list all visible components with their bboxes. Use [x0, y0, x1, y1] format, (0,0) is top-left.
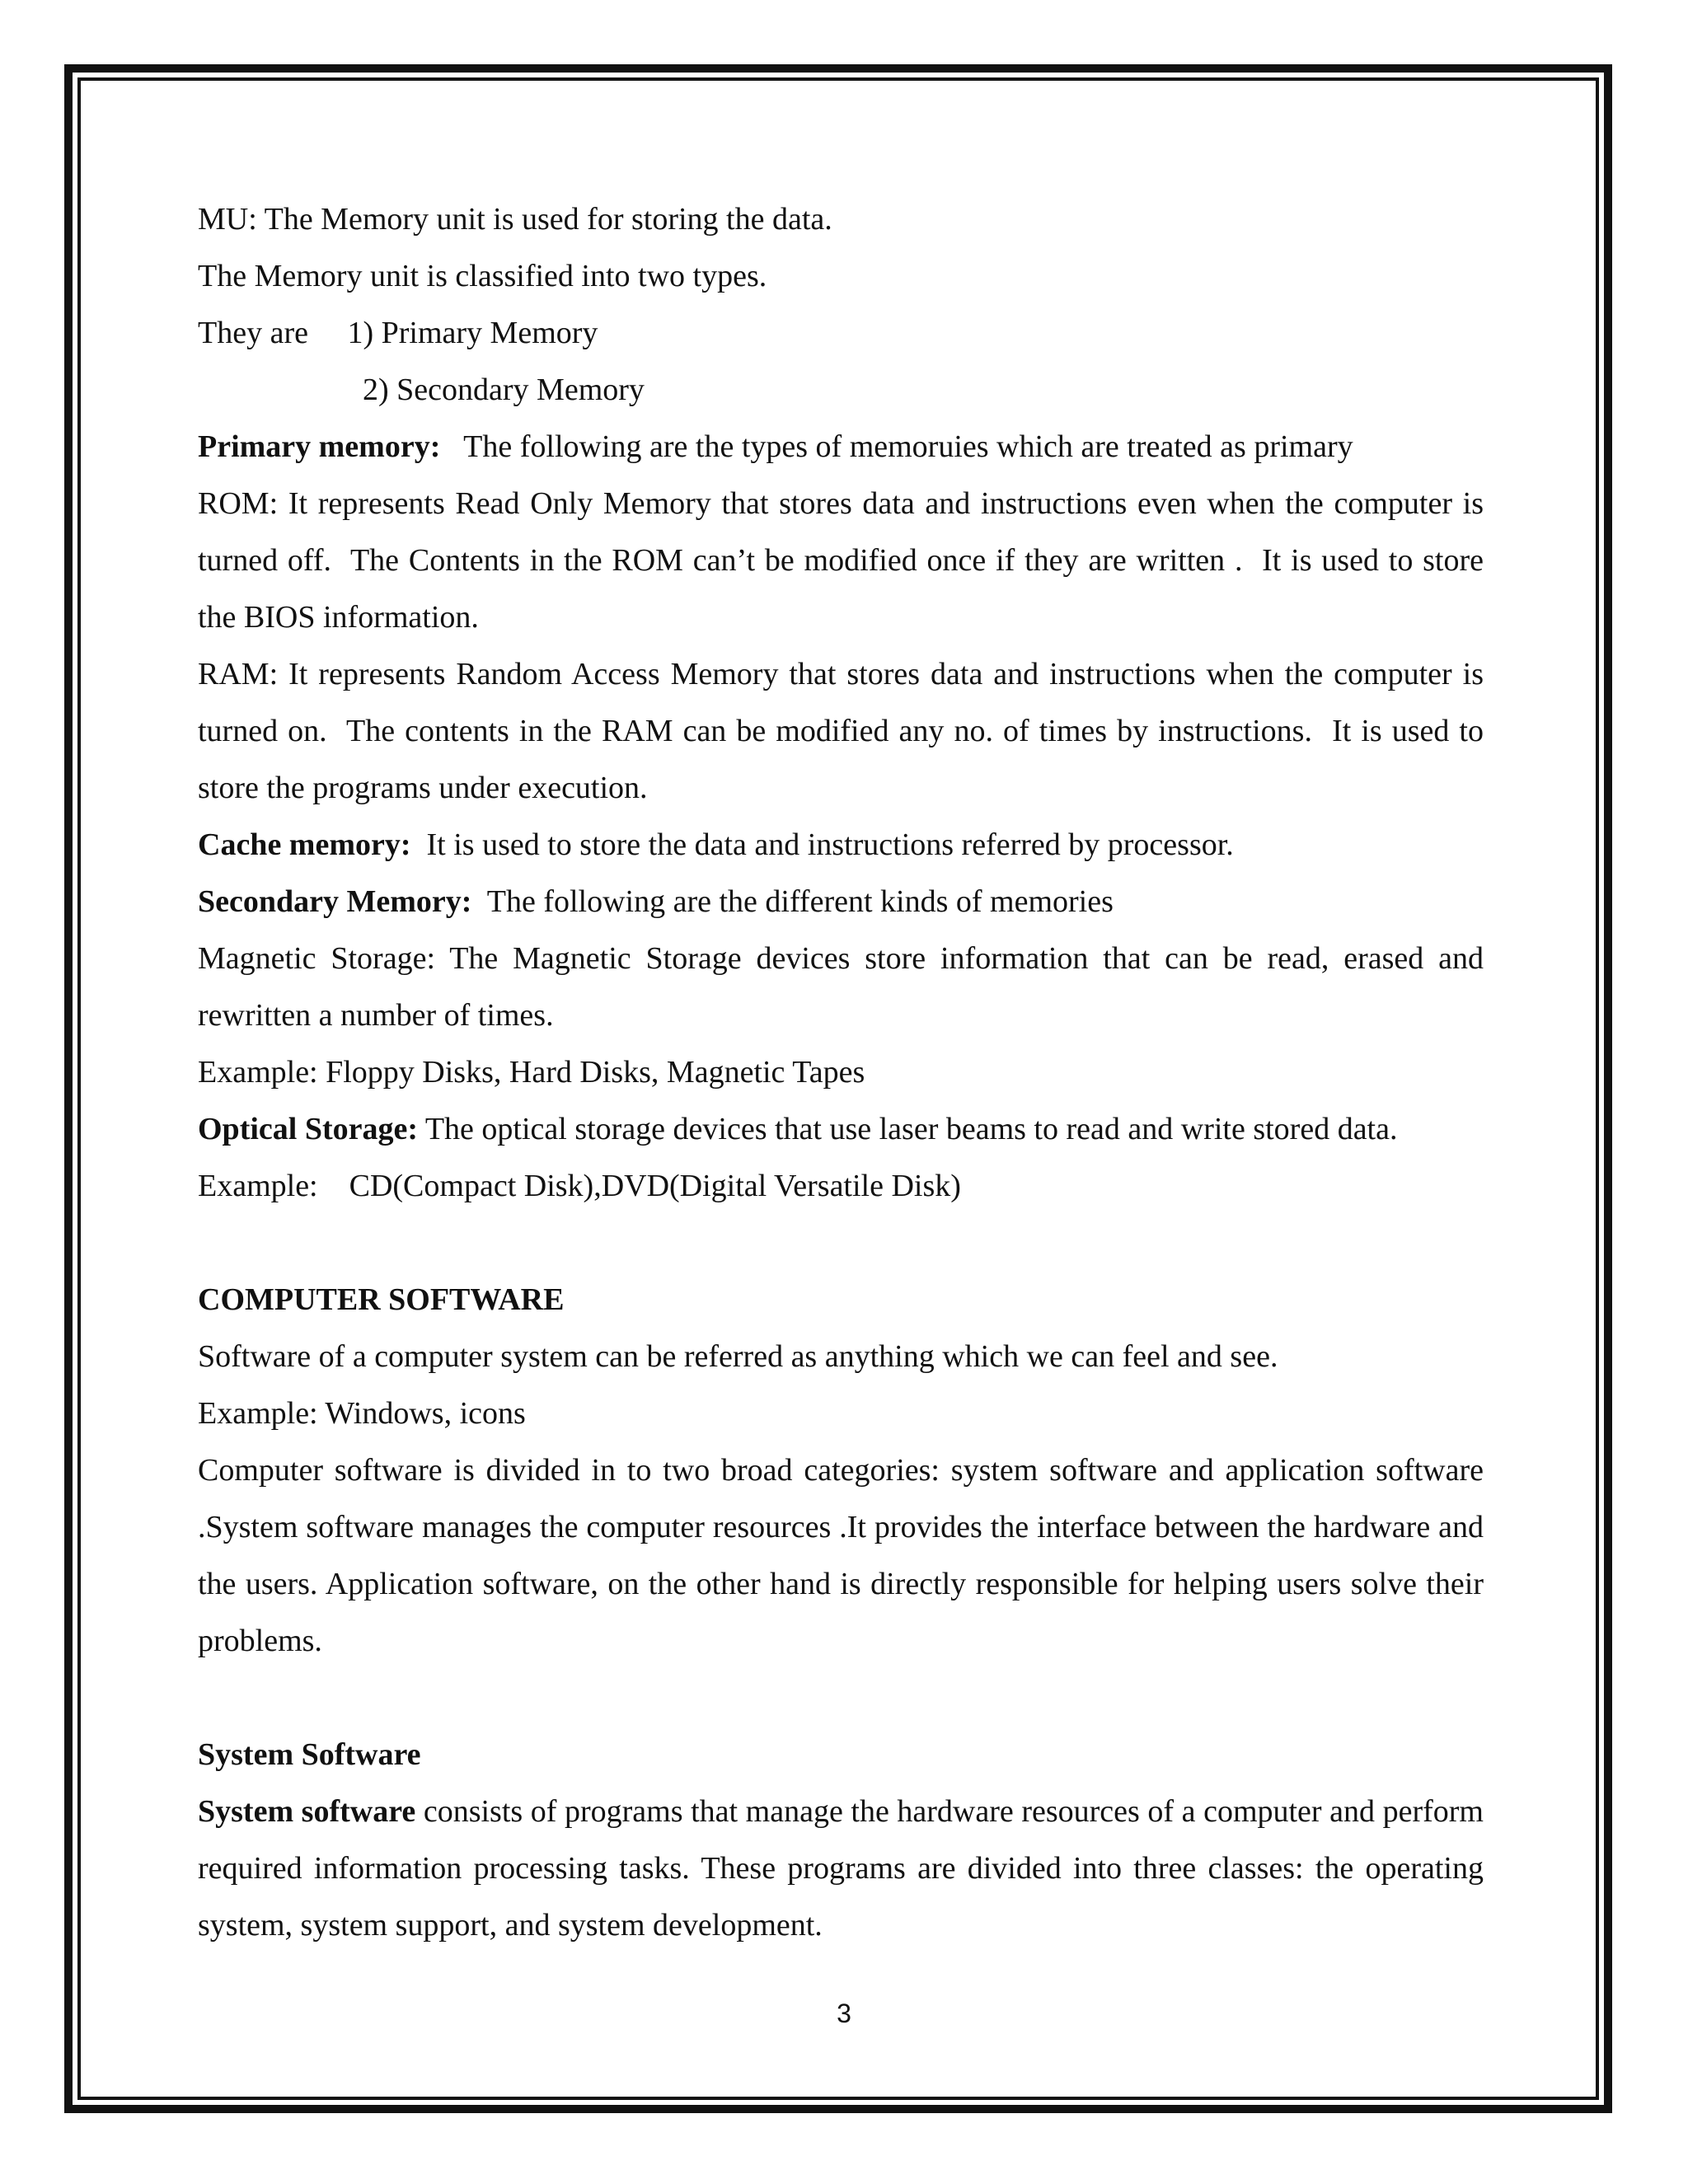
- optical-storage-paragraph: [198, 1101, 1484, 1158]
- system-software-heading: System Software: [198, 1737, 421, 1772]
- mu-types-item-2: 2) Secondary Memory: [363, 373, 645, 407]
- mu-definition: MU: The Memory unit is used for storing the data.: [198, 202, 832, 237]
- section-spacer: [198, 1670, 1484, 1727]
- computer-software-heading: COMPUTER SOFTWARE: [198, 1282, 565, 1317]
- system-software-label: System software: [198, 1794, 416, 1829]
- mu-types-item-1: They are 1) Primary Memory: [198, 316, 598, 350]
- magnetic-storage-example: Example: Floppy Disks, Hard Disks, Magnetic Tapes: [198, 1055, 865, 1090]
- software-categories-paragraph: Computer software is divided in to two broad categories: system software and application software .System software manages the computer resources .It provides the interface between the hardware and the users. Application software, on the other hand is directly responsible for helping users solve their problems.: [198, 1453, 1492, 1658]
- system-software-paragraph: [198, 1783, 1492, 1954]
- rom-paragraph: ROM: It represents Read Only Memory that stores data and instructions even when the computer is turned off. The Contents in the ROM can’t be modified once if they are written . It is used to store the BIOS information.: [198, 486, 1492, 635]
- section-spacer: [198, 1215, 1484, 1272]
- optical-storage-label: Optical Storage:: [198, 1112, 419, 1146]
- cache-memory-text: It is used to store the data and instructions referred by processor.: [410, 827, 1234, 862]
- optical-storage-text: The optical storage devices that use laser beams to read and write stored data.: [418, 1112, 1398, 1146]
- secondary-memory-label: Secondary Memory:: [198, 884, 472, 919]
- primary-memory-text: The following are the types of memoruies which are treated as primary: [440, 429, 1353, 464]
- secondary-memory-text: The following are the different kinds of memories: [471, 884, 1114, 919]
- page-number: 3: [837, 1999, 851, 2028]
- mu-classification: The Memory unit is classified into two types.: [198, 259, 767, 293]
- primary-memory-label: Primary memory:: [198, 429, 441, 464]
- optical-storage-example: Example: CD(Compact Disk),DVD(Digital Versatile Disk): [198, 1169, 961, 1203]
- cache-memory-paragraph: [198, 817, 1484, 874]
- software-definition: Software of a computer system can be referred as anything which we can feel and see.: [198, 1339, 1278, 1374]
- software-example: Example: Windows, icons: [198, 1396, 526, 1431]
- ram-paragraph: RAM: It represents Random Access Memory that stores data and instructions when the computer is turned on. The contents in the RAM can be modified any no. of times by instructions. It is used to store the programs under execution.: [198, 657, 1492, 805]
- secondary-memory-paragraph: [198, 874, 1484, 930]
- magnetic-storage-paragraph: Magnetic Storage: The Magnetic Storage devices store information that can be read, erased and rewritten a number of times.: [198, 941, 1492, 1033]
- document-body: [198, 191, 1492, 1954]
- cache-memory-label: Cache memory:: [198, 827, 411, 862]
- system-software-text: consists of programs that manage the hardware resources of a computer and perform required information processing tasks. These programs are divided into three classes: the operating system, system support, and system development.: [198, 1794, 1492, 1943]
- primary-memory-paragraph: [198, 419, 1484, 476]
